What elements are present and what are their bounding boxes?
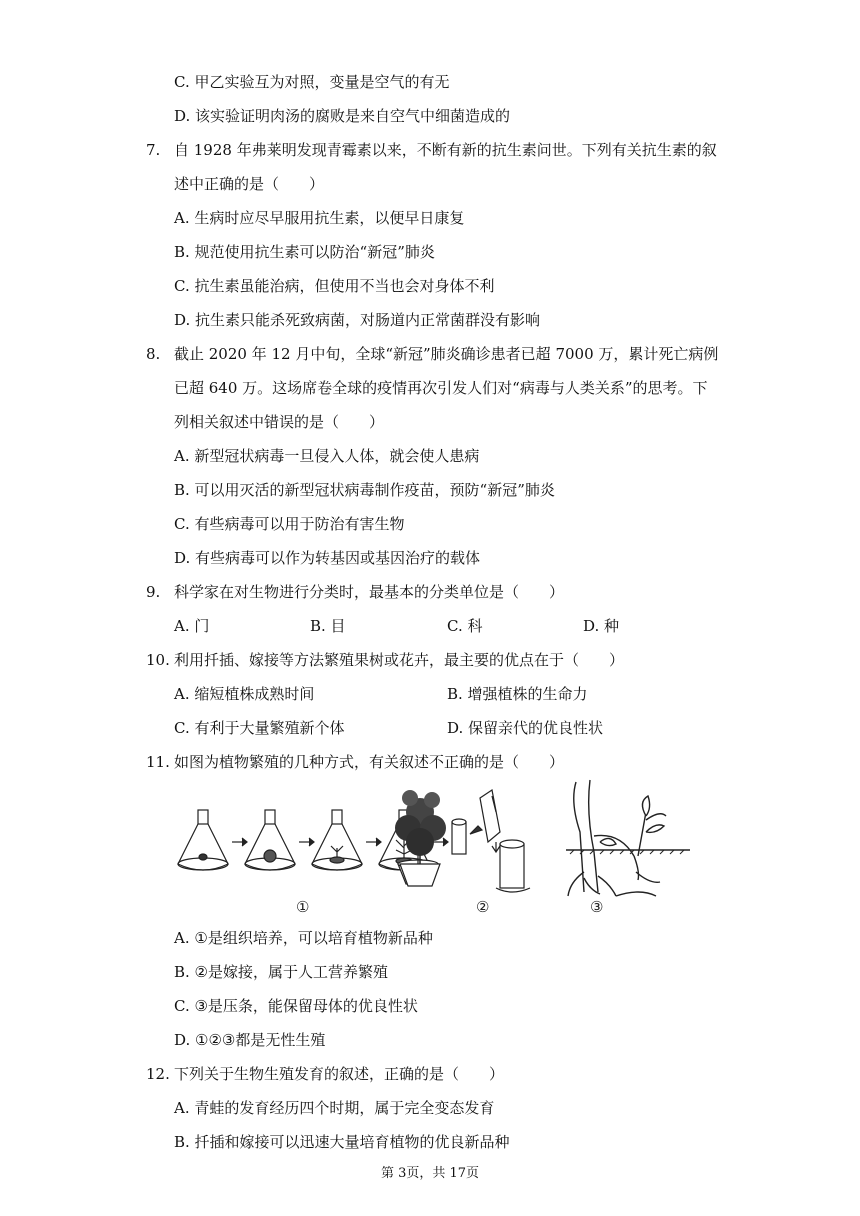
q6-option-d: D. 该实验证明肉汤的腐败是来自空气中细菌造成的 (174, 107, 511, 125)
q7-number: 7. (146, 141, 161, 159)
flask-3 (312, 810, 362, 870)
q8-stem-line2: 已超 640 万。这场席卷全球的疫情再次引发人们对“病毒与人类关系”的思考。下 (174, 379, 708, 397)
q7-stem-line2: 述中正确的是（ ） (174, 175, 325, 193)
plant-propagation-figure (170, 772, 710, 918)
q12-number: 12. (146, 1065, 170, 1083)
q8-stem-line3: 列相关叙述中错误的是（ ） (174, 413, 385, 431)
q12-option-b: B. 扦插和嫁接可以迅速大量培育植物的优良新品种 (174, 1133, 510, 1151)
q10-option-b: B. 增强植株的生命力 (447, 685, 588, 703)
flask-2 (245, 810, 295, 870)
q11-option-a: A. ①是组织培养，可以培育植物新品种 (174, 929, 433, 947)
q12-option-a: A. 青蛙的发育经历四个时期，属于完全变态发育 (174, 1099, 495, 1117)
q8-stem-line1: 截止 2020 年 12 月中旬，全球“新冠”肺炎确诊患者已超 7000 万，累计死亡病例 (174, 345, 719, 363)
q9-option-c: C. 科 (447, 617, 483, 635)
q7-option-a: A. 生病时应尽早服用抗生素，以便早日康复 (174, 209, 465, 227)
q7-option-b: B. 规范使用抗生素可以防治“新冠”肺炎 (174, 243, 435, 261)
layering-drawing (566, 780, 690, 896)
q9-option-a: A. 门 (174, 617, 210, 635)
flask-1 (178, 810, 228, 870)
q11-option-c: C. ③是压条，能保留母体的优良性状 (174, 997, 418, 1015)
q9-option-b: B. 目 (310, 617, 346, 635)
figure-label-3: ③ (590, 898, 604, 916)
q8-number: 8. (146, 345, 161, 363)
grafting-drawing (452, 790, 530, 892)
q8-option-d: D. 有些病毒可以作为转基因或基因治疗的载体 (174, 549, 481, 567)
q9-stem: 科学家在对生物进行分类时，最基本的分类单位是（ ） (174, 583, 565, 601)
q11-option-b: B. ②是嫁接，属于人工营养繁殖 (174, 963, 389, 981)
q6-option-c: C. 甲乙实验互为对照，变量是空气的有无 (174, 73, 450, 91)
q10-stem: 利用扦插、嫁接等方法繁殖果树或花卉，最主要的优点在于（ ） (174, 651, 625, 669)
q10-option-c: C. 有利于大量繁殖新个体 (174, 719, 345, 737)
arrow-3 (376, 838, 381, 846)
q7-option-d: D. 抗生素只能杀死致病菌，对肠道内正常菌群没有影响 (174, 311, 541, 329)
figure-label-1: ① (296, 898, 310, 916)
q12-stem: 下列关于生物生殖发育的叙述，正确的是（ ） (174, 1065, 505, 1083)
figure-label-2: ② (476, 898, 490, 916)
arrow-1 (242, 838, 247, 846)
arrow-2 (309, 838, 314, 846)
q10-number: 10. (146, 651, 170, 669)
q10-option-a: A. 缩短植株成熟时间 (174, 685, 315, 703)
q8-option-a: A. 新型冠状病毒一旦侵入人体，就会使人患病 (174, 447, 480, 465)
arrow-4 (443, 838, 448, 846)
q8-option-c: C. 有些病毒可以用于防治有害生物 (174, 515, 405, 533)
q11-number: 11. (146, 753, 170, 771)
q7-option-c: C. 抗生素虽能治病，但使用不当也会对身体不利 (174, 277, 495, 295)
page-footer: 第 3页，共 17页 (380, 1166, 480, 1181)
q11-option-d: D. ①②③都是无性生殖 (174, 1031, 326, 1049)
q9-number: 9. (146, 583, 161, 601)
q8-option-b: B. 可以用灭活的新型冠状病毒制作疫苗，预防“新冠”肺炎 (174, 481, 555, 499)
q10-option-d: D. 保留亲代的优良性状 (447, 719, 604, 737)
q11-stem: 如图为植物繁殖的几种方式，有关叙述不正确的是（ ） (174, 753, 565, 771)
q7-stem-line1: 自 1928 年弗莱明发现青霉素以来，不断有新的抗生素问世。下列有关抗生素的叙 (174, 141, 717, 159)
q9-option-d: D. 种 (583, 617, 620, 635)
